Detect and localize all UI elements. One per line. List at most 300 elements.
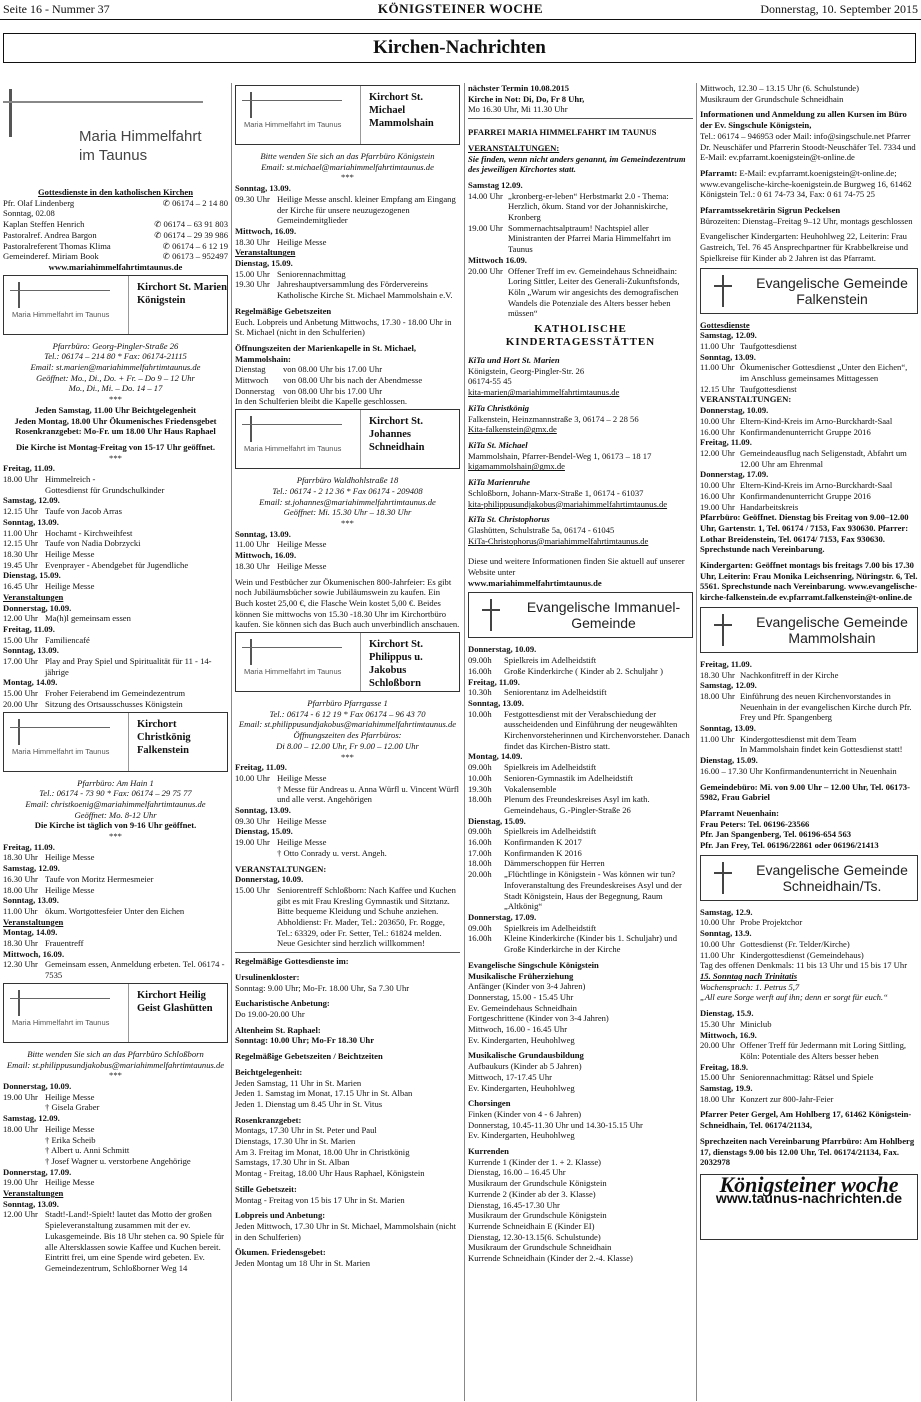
event-description: Taufgottesdienst <box>740 340 797 351</box>
event-description: Heilige Messe anschl. kleiner Empfang am Eingang der Kirche für unsere neuzugezogenen Gemeindemitglieder <box>277 193 456 226</box>
event-row <box>3 874 228 885</box>
event-row <box>3 1145 228 1156</box>
event-list <box>700 1019 918 1030</box>
column-1: Maria Himmelfahrt im Taunus Gottesdienste in den katholischen Kirchen Pfr. Olaf Lindenberg ✆ 06174 – 2 14 80 Sonntag, 02.08 Kaplan Steffen Henrich ✆ 06174 – 63 91 803 Pastoralref. Andrea Bargon ✆ 06174 – 29 39 986 Pastoralreferent Thomas Klima ✆ 06174 – 6 12 19 Gemeinderef. Miriam Book ✆ 06173 – 952497 www.mariahimmelfahrtimtaunus.de Maria Himmelfahrt im Taunus Kirchort St. Marien Königstein Pfarrbüro: Georg-Pingler-Straße 26 Tel.: 06174 – 214 80 * Fax: 06174-21115 Email: st.marien@mariahimmelfahrtimtaunus.de Geöffnet: Mo., Di., Do. + Fr. – Do 9 – 12 Uhr Mo., Di., Mi. – Do. 14 – 17 *** Jeden Samstag, 11.00 Uhr Beichtgelegenheit Jeden Montag, 18.00 Uhr Ökumenisches Friedensgebet Rosenkranzgebet: Mo-Fr. um 18.00 Uhr Haus Raphael Die Kirche ist Montag-Freitag von 15-17 Uhr geöffnet. *** Freitag, 11.09. 18.00 Uhr Himmelreich - Gottesdienst für Grundschulkinder Samstag, 12.09. 12.15 Uhr Taufe von Jacob Arras Sonntag, 13.09. 11.00 Uhr Hochamt - Kirchweihfest 12.15 Uhr Taufe von Nadia Dobrzycki 18.30 Uhr Heilige Messe 19.45 Uhr Evenprayer - Abendgebet für Jugendliche Dienstag, 15.09. 16.45 Uhr Heilige Messe Veranstaltungen Donnerstag, 10.09. 12.00 Uhr Ma(h)l gemeinsam essen Freitag, 11.09. 15.00 Uhr Familiencafé Sonntag, 13.09. 17.00 Uhr Play and Pray Spiel und Spiritualität für 11 - 14-jährige Montag, 14.09. 15.00 Uhr Froher Feierabend im Gemeindezentrum 20.00 Uhr Sitzung des Ortsausschusses Königstein Maria Himmelfahrt im Taunus Kirchort Christkönig Falkenstein Pfarrbüro: Am Hain 1 Tel.: 06174 - 73 90 * Fax: 06174 – 29 75 77 Email: christkoenig@mariahimmelfahrtimtaunus.de Geöffnet: Mo. 8-12 Uhr Die Kirche ist täglich von 9-16 Uhr geöffnet. *** Freitag, 11.09. 18.30 Uhr Heilige Messe Samstag, 12.09. 16.30 Uhr Taufe von Moritz Hermesmeier 18.00 Uhr Heilige Messe Sonntag, 13.09. 11.00 Uhr ökum. Wortgottesfeier Unter den Eichen Veranstaltungen Montag, 14.09. 18.30 Uhr Frauentreff Mittwoch, 16.09. 12.30 Uhr Gemeinsam essen, Anmeldung erbeten. Tel. 06174 - 7535 Maria Himmelfahrt im Taunus Kirchort Heilig Geist Glashütten Bitte wenden Sie sich an das Pfarrbüro Schloßborn Email: st.philippusundjakobus@mariahimmelfahrtimtaunus.de *** Donnerstag, 10.09. 19.00 Uhr Heilige Messe † Gisela Graber Samstag, 12.09. 18.00 Uhr Heilige Messe † Erika Scheib † Albert u. Anni Schmitt † Josef Wagner u. verstorbene Angehörige Donnerstag, 17.09. 19.00 Uhr Heilige Messe Veranstaltungen Sonntag, 13.09. 12.00 Uhr Stadt!-Land!-Spielt! lautet das Motto der großen Spieleveranstaltung zusammen mit der ev. Lukasgemeinde. Bis 18 Uhr stehen ca. 90 Spiele für alle Altersklassen sowie Kaffee und Kuchen bereit. Eintritt frei, um eine Spende wird gebeten. Ev. Gemeindezentrum, Schloßborner Weg 14 <box>3 83 228 1401</box>
event-row <box>235 816 460 827</box>
text-line: Ev. Kindergarten, Heuhohlweg <box>468 1082 575 1093</box>
event-time <box>3 1102 45 1113</box>
mammolshain-logo <box>700 607 918 653</box>
event-list <box>235 885 460 949</box>
event-list <box>3 852 228 863</box>
event-row <box>700 384 918 395</box>
column-divider <box>696 83 697 1401</box>
event-time: 19.00 Uhr <box>700 501 735 512</box>
event-list <box>3 1124 228 1167</box>
event-time: 12.15 Uhr <box>3 506 38 517</box>
event-list <box>468 191 693 255</box>
kirchort-title: Kirchort St. Michael Mammolshain <box>369 92 434 129</box>
kita-detail[interactable]: kigamammolshain@gmx.de <box>468 461 565 472</box>
event-description: Konfirmanden K 2016 <box>504 847 582 858</box>
event-row <box>3 1209 228 1273</box>
event-row <box>700 1094 918 1105</box>
event-description: Offener Treff im ev. Gemeindehaus Schneidhain: Loring Sittler, Leiter des Generali-Zukunftsfonds, Köln „Warum wir angesichts des demografischen Wandels die Potenziale des Alters besser heben müssen“ <box>508 265 680 319</box>
page-header <box>0 0 921 20</box>
event-list <box>700 939 918 960</box>
event-description: Heilige Messe <box>45 1091 95 1102</box>
event-description: † Josef Wagner u. verstorbene Angehörige <box>45 1155 191 1166</box>
event-time: 20.00h <box>468 869 492 880</box>
kita-detail[interactable]: KiTa-Christophorus@mariahimmelfahrtimtaunus.de <box>468 535 649 546</box>
email-link[interactable]: Email: christkoenig@mariahimmelfahrtimtaunus.de <box>25 798 206 809</box>
event-description: Froher Feierabend im Gemeindezentrum <box>45 688 186 699</box>
text-line: Musikraum der Grundschule Königstein <box>468 1178 607 1189</box>
text-lines <box>468 1109 693 1141</box>
event-time: 19.45 Uhr <box>3 559 38 570</box>
event-time: 12.15 Uhr <box>700 383 735 394</box>
event-time <box>3 1156 45 1167</box>
event-list <box>468 923 693 955</box>
event-description: † Albert u. Anni Schmitt <box>45 1145 130 1156</box>
event-list <box>468 826 693 912</box>
event-list <box>3 528 228 571</box>
cross-icon <box>250 639 252 665</box>
event-row <box>3 528 228 539</box>
event-description: Festgottesdienst mit der Verabschiedung der ausscheidenden und Einführung der neugewählten Kirchenvorsteherinnen und Kirchenvorsteher. Danach findet das Kirchen-Bistro statt. <box>504 708 690 751</box>
event-description: Taufe von Jacob Arras <box>45 506 122 517</box>
event-description: Jahreshauptversammlung des Fördervereins Katholische Kirche St. Michael Mammolshain e.V. <box>277 279 453 301</box>
event-description: Konfirmandenunterricht Gruppe 2016 <box>740 426 871 437</box>
event-time: 16.00h <box>468 665 492 676</box>
text-line: Finken (Kinder von 4 - 6 Jahren) <box>468 1108 582 1119</box>
event-row <box>3 938 228 949</box>
event-row <box>700 917 918 928</box>
column-2: Maria Himmelfahrt im Taunus Kirchort St. Michael Mammolshain Bitte wenden Sie sich an das Pfarrbüro Königstein Email: st.michael@mariahimmelfahrtimtaunus.de *** Sonntag, 13.09. 09.30 Uhr Heilige Messe anschl. kleiner Empfang am Eingang der Kirche für unsere neuzugezogenen Gemeindemitglieder Mittwoch, 16.09. 18.30 Uhr Heilige Messe Veranstaltungen Dienstag, 15.09. 15.00 Uhr Seniorennachmittag 19.30 Uhr Jahreshauptversammlung des Fördervereins Katholische Kirche St. Michael Mammolshain e.V. Regelmäßige Gebetszeiten Euch. Lobpreis und Anbetung Mittwochs, 17.30 - 18.00 Uhr in St. Michael (nicht in den Schulferien) Öffnungszeiten der Marienkapelle in St. Michael, Mammolshain: Dienstag von 08.00 Uhr bis 17.00 Uhr Mittwoch von 08.00 Uhr bis nach der Abendmesse Donnerstag von 08.00 Uhr bis 17.00 Uhr In den Schulferien bleibt die Kapelle geschlossen. Maria Himmelfahrt im Taunus Kirchort St. Johannes Schneidhain Pfarrbüro Waldhohlstraße 18 Tel.: 06174 - 2 12 36 * Fax 06174 - 209408 Email: st.johannes@mariahimmelfahrtimtaunus.de Geöffnet: Mi. 15.30 Uhr – 18.30 Uhr *** Sonntag, 13.09. 11.00 Uhr Heilige Messe Mittwoch, 16.09. 18.30 Uhr Heilige Messe Wein und Festbücher zur Ökumenischen 800-Jahrfeier: Es gibt noch Jubiläumsbücher sowie Jubiläumswein zu kaufen. Ein Buch kostet 25,00 €, die Flasche Wein kostet 5,00 €. Beides können Sie mittwochs von 15.30 -18.30 Uhr im Kirchortbüro kaufen. Sie können sich das Buch auch unverbindlich anschauen. Maria Himmelfahrt im Taunus Kirchort St. Philippus u. Jakobus Schloßborn Pfarrbüro Pfarrgasse 1 Tel.: 06174 - 6 12 19 * Fax 06174 – 96 43 70 Email: st.philippusundjakobus@mariahimmelfahrtimtaunus.de Öffnungszeiten des Pfarrbüros: Di 8.00 – 12.00 Uhr, Fr 9.00 – 12.00 Uhr *** Freitag, 11.09. 10.00 Uhr Heilige Messe † Messe für Andreas u. Anna Würfl u. Vincent Würfl und alle verst. Angehörigen Sonntag, 13.09. 09.30 Uhr Heilige Messe Dienstag, 15.09. 19.00 Uhr Heilige Messe † Otto Conrady u. verst. Angeh. VERANSTALTUNGEN: Donnerstag, 10.09. 15.00 Uhr Seniorentreff Schloßborn: Nach Kaffee und Kuchen gibt es mit Frau Kresling Gymnastik und Sitztanz. Bitte bequeme Kleidung und Schuhe anziehen. Abholdienst: Fr. Mader, Tel.: 203650, Fr. Rogge, Tel.: 63329, oder Fr. Setter, Tel.: 61824 melden. Neue Gesichter sind herzlich willkommen! Regelmäßige Gottesdienste im: Ursulinenkloster: Sonntag: 9.00 Uhr; Mo-Fr. 18.00 Uhr, Sa 7.30 Uhr Eucharistische Anbetung: Do 19.00-20.00 Uhr Altenheim St. Raphael: Sonntag: 10.00 Uhr; Mo-Fr 18.30 Uhr Regelmäßige Gebetszeiten / Beichtzeiten Beichtgelegenheit: Jeden Samstag, 11 Uhr in St. Marien Jeden 1. Samstag im Monat, 17.15 Uhr in St. Alban Jeden 1. Dienstag um 8.45 Uhr in St. Vitus Rosenkranzgebet: Montags, 17.30 Uhr in St. Peter und Paul Dienstags, 17.30 Uhr in St. Marien Am 3. Freitag im Monat, 18.00 Uhr in Christkönig Samstags, 17.30 Uhr in St. Alban Montag - Freitag, 18.00 Uhr Haus Raphael, Königstein Stille Gebetszeit: Montag - Freitag von 15 bis 17 Uhr in St. Marien Lobpreis und Anbetung: Jeden Mittwoch, 17.30 Uhr in St. Michael, Mammolshain (nicht in den Schulferien) Ökumen. Friedensgebet: Jeden Montag um 18 Uhr in St. Marien <box>235 83 460 1401</box>
event-list <box>3 613 228 624</box>
event-time: 15.00 Uhr <box>3 634 38 645</box>
event-description: Taufgottesdienst <box>740 383 797 394</box>
event-description: Heilige Messe <box>277 236 327 247</box>
event-time: 12.00 Uhr <box>3 613 38 624</box>
event-description: Frauentreff <box>45 938 84 949</box>
event-description: Konzert zur 800-Jahr-Feier <box>740 1093 834 1104</box>
event-description: Kindergottesdienst (Gemeindehaus) <box>740 949 864 960</box>
event-list <box>3 1092 228 1113</box>
event-description: Gottesdienst (Fr. Telder/Kirche) <box>740 938 850 949</box>
event-description: Gottesdienst für Grundschulkinder <box>45 484 165 495</box>
event-time <box>235 784 277 805</box>
event-row <box>468 784 693 795</box>
event-row <box>700 939 918 950</box>
event-time: 16.00 Uhr <box>700 426 735 437</box>
event-row <box>468 858 693 869</box>
event-description: „kronberg-er-leben“ Herbstmarkt 2.0 - Thema: Herzlich, ökum. Stand vor der Johanniskirche, Kronberg <box>508 190 669 223</box>
kita-name: KiTa Marienruhe <box>468 477 531 488</box>
event-time: 18.30 Uhr <box>3 852 38 863</box>
event-list <box>700 480 918 512</box>
event-time: 11.00 Uhr <box>700 733 735 744</box>
column-divider <box>231 83 232 1401</box>
event-description: † Messe für Andreas u. Anna Würfl u. Vincent Würfl und alle verst. Angehörigen <box>277 783 460 805</box>
event-row <box>700 1019 918 1030</box>
kita-name: KiTa St. Michael <box>468 439 528 450</box>
event-list <box>235 773 460 805</box>
event-description: Heilige Messe <box>277 837 327 848</box>
cross-icon <box>18 282 20 308</box>
text-lines <box>468 1061 693 1093</box>
event-list <box>3 688 228 709</box>
section-heading: KATHOLISCHE KINDERTAGESSTÄTTEN <box>505 323 656 349</box>
kirchort-logo: Maria Himmelfahrt im Taunus Kirchort St. Johannes Schneidhain <box>235 409 460 469</box>
event-description: Gemeindeausflug nach Seligenstadt, Abfahrt um 12.00 Uhr am Ehrenmal <box>740 447 907 469</box>
event-row <box>3 959 228 980</box>
text-line: Fortgeschrittene (Kinder von 3-4 Jahren) <box>468 1013 609 1024</box>
text-line: Pfr. Jan Frey, Tel. 06196/22861 oder 06196/21413 <box>700 840 879 851</box>
text-line: Dienstag, 12.30-13.15(6. Schulstunde) <box>468 1231 601 1242</box>
event-description: Offener Treff für Jedermann mit Loring Sittling, Köln: Potentiale des Alters besser heben <box>740 1040 907 1061</box>
event-description: von 08.00 Uhr bis nach der Abendmesse <box>283 375 423 386</box>
event-time: 10.00 Uhr <box>700 938 735 949</box>
event-row <box>3 699 228 710</box>
event-row <box>3 581 228 592</box>
text-line: Frau Peters: Tel. 06196-23566 <box>700 818 810 829</box>
event-row <box>468 687 693 698</box>
event-time <box>700 744 740 755</box>
text-line: Kurrende 1 (Kinder der 1. + 2. Klasse) <box>468 1156 601 1167</box>
event-row <box>468 655 693 666</box>
event-row <box>235 237 460 248</box>
event-time: 09.00h <box>468 762 492 773</box>
event-row <box>700 416 918 427</box>
text-line: Dienstags, 17.30 Uhr in St. Marien <box>235 1136 356 1147</box>
event-description: Seniorentanz im Adelheidstift <box>504 687 607 698</box>
event-time: 10.00 Uhr <box>700 917 735 928</box>
event-time: 20.00 Uhr <box>700 1040 735 1051</box>
contact-list <box>3 198 228 262</box>
event-time: 18.00 Uhr <box>3 884 38 895</box>
event-description: Probe Projektchor <box>740 917 803 928</box>
event-time: 19.30h <box>468 783 492 794</box>
event-time: 15.00 Uhr <box>3 688 38 699</box>
event-list <box>468 709 693 752</box>
heading: Gottesdienste in den katholischen Kirchen <box>37 187 194 197</box>
event-row <box>235 837 460 848</box>
event-row <box>3 852 228 863</box>
kirchort-title: Kirchort St. Marien Königstein <box>137 281 227 306</box>
event-list <box>3 635 228 646</box>
kita-detail[interactable]: Kita-falkenstein@gmx.de <box>468 424 557 435</box>
kita-list <box>468 355 693 551</box>
event-time: 19.00 Uhr <box>3 1091 38 1102</box>
event-time: 15.00 Uhr <box>700 1072 735 1083</box>
event-time: 09.30 Uhr <box>235 815 270 826</box>
event-description: „Flüchtlinge in Königstein - Was können wir tun? Infoveranstaltung des Freundeskreises Asyl und der Stadt Königstein, Haus der Begegnung, Raum „Altkönig“ <box>504 869 682 912</box>
event-row <box>468 869 693 912</box>
kita-detail[interactable]: kita-philippusundjakobus@mariahimmelfahrtimtaunus.de <box>468 498 668 509</box>
event-row <box>468 709 693 752</box>
event-time <box>3 485 45 496</box>
event-list <box>3 474 228 495</box>
cross-icon <box>250 416 252 442</box>
kirchort-logo: Maria Himmelfahrt im Taunus Kirchort Christkönig Falkenstein <box>3 712 228 772</box>
event-row <box>700 502 918 513</box>
event-time: 20.00 Uhr <box>468 265 503 276</box>
event-list <box>700 670 918 681</box>
event-row <box>700 448 918 469</box>
event-list <box>3 506 228 517</box>
email-link[interactable]: Email: st.philippusundjakobus@mariahimmelfahrtimtaunus.de <box>238 719 457 730</box>
event-time: 18.30 Uhr <box>3 938 38 949</box>
event-row <box>468 933 693 954</box>
kita-name: KiTa St. Christophorus <box>468 514 550 525</box>
kirchort-title: Kirchort St. Philippus u. Jakobus Schloßborn <box>369 639 424 690</box>
email-link[interactable]: Email: st.marien@mariahimmelfahrtimtaunus.de <box>30 362 201 373</box>
event-description: Spielkreis im Adelheidstift <box>504 922 597 933</box>
event-list <box>235 816 460 827</box>
event-time: Dienstag <box>235 364 266 375</box>
event-description: In Mammolshain findet kein Gottesdienst statt! <box>740 744 903 755</box>
event-time <box>235 848 277 859</box>
text-line: Ev. Gemeindehaus Schneidhain <box>468 1002 577 1013</box>
event-time: 15.00 Uhr <box>235 268 270 279</box>
event-description: Sommernachtsalptraum! Nachtspiel aller Ministranten der Pfarrei Maria Himmelfahrt im Taunus <box>508 222 671 255</box>
contact-row: Kaplan Steffen Henrich ✆ 06174 – 63 91 803 <box>3 219 228 230</box>
event-time: 18.30 Uhr <box>3 548 38 559</box>
church-icon <box>477 597 507 633</box>
event-row <box>3 1092 228 1103</box>
event-description: Ma(h)l gemeinsam essen <box>45 613 131 624</box>
kirchort-logo: Maria Himmelfahrt im Taunus Kirchort Heilig Geist Glashütten <box>3 983 228 1043</box>
event-description: Handarbeitskreis <box>740 501 799 512</box>
event-row <box>3 485 228 496</box>
event-description: Eltern-Kind-Kreis im Arno-Burckhardt-Saal <box>740 480 893 491</box>
text-line: Jeden 1. Dienstag um 8.45 Uhr in St. Vitus <box>235 1098 383 1109</box>
event-description: † Otto Conrady u. verst. Angeh. <box>277 847 387 858</box>
event-description: Miniclub <box>740 1018 772 1029</box>
event-time: 09.00h <box>468 826 492 837</box>
congregation-title: Evangelische Gemeinde Falkenstein <box>756 274 908 307</box>
text-line: Dienstag, 16.45-17.30 Uhr <box>468 1199 560 1210</box>
contact-row: Pastoralref. Andrea Bargon ✆ 06174 – 29 39 986 <box>3 229 228 240</box>
event-row <box>3 906 228 917</box>
church-icon <box>709 273 739 309</box>
text-line: Jeden 1. Samstag im Monat, 17.15 Uhr in St. Alban <box>235 1088 413 1099</box>
section-banner: Kirchen-Nachrichten <box>3 33 916 63</box>
event-time: 18.00 Uhr <box>700 690 735 701</box>
kita-detail[interactable]: kita-marien@mariahimmelfahrtimtaunus.de <box>468 387 620 398</box>
email-link[interactable]: Email: st.philippusundjakobus@mariahimmelfahrtimtaunus.de <box>6 1059 225 1070</box>
event-list <box>468 762 693 816</box>
cross-icon <box>9 89 12 137</box>
event-description: Himmelreich - <box>45 474 96 485</box>
kita-name: KiTa Christkönig <box>468 402 530 413</box>
text-line: Jeden Samstag, 11 Uhr in St. Marien <box>235 1077 362 1088</box>
event-description: Kindergottesdienst mit dem Team <box>740 733 857 744</box>
event-time: 17.00h <box>468 847 492 858</box>
event-description: Heilige Messe <box>45 1123 95 1134</box>
text-line: Donnerstag, 15.00 - 15.45 Uhr <box>468 991 574 1002</box>
text-line: Donnerstag, 10.45-11.30 Uhr und 14.30-15.15 Uhr <box>468 1119 643 1130</box>
congregation-title: Evangelische Immanuel-Gemeinde <box>526 599 681 632</box>
event-time: 11.00 Uhr <box>700 340 735 351</box>
event-time: 19.00 Uhr <box>235 837 270 848</box>
website-link[interactable]: www.mariahimmelfahrtimtaunus.de <box>468 577 602 588</box>
event-description: Heilige Messe <box>277 539 327 550</box>
event-time: 11.00 Uhr <box>3 527 38 538</box>
event-time: 16.45 Uhr <box>3 581 38 592</box>
event-row <box>468 773 693 784</box>
event-list <box>700 1040 918 1061</box>
event-time: 16.30 Uhr <box>3 873 38 884</box>
event-row <box>700 950 918 961</box>
event-row <box>468 223 693 255</box>
event-description: Eltern-Kind-Kreis im Arno-Burckhardt-Saal <box>740 415 893 426</box>
event-list <box>700 734 918 755</box>
event-list <box>3 906 228 917</box>
contact-row: Sonntag, 02.08 <box>3 208 55 219</box>
event-row <box>3 474 228 485</box>
event-description: Taufe von Nadia Dobrzycki <box>45 538 141 549</box>
event-time: 18.30 Uhr <box>235 236 270 247</box>
event-time: 19.00 Uhr <box>468 222 503 233</box>
event-time: Mittwoch <box>235 375 269 386</box>
contact-row: Pastoralreferent Thomas Klima ✆ 06174 – 6 12 19 <box>3 240 228 251</box>
event-description: Seniorennachmittag: Rätsel und Spiele <box>740 1072 874 1083</box>
event-description: Spielkreis im Adelheidstift <box>504 762 597 773</box>
event-description: Plenum des Freundeskreises Asyl im kath. Gemeindehaus, G.-Pingler-Straße 26 <box>504 794 650 815</box>
text-line: Ev. Kindergarten, Heuhohlweg <box>468 1034 575 1045</box>
event-list <box>3 1177 228 1188</box>
text-lines <box>468 1157 693 1264</box>
event-description: Taufe von Moritz Hermesmeier <box>45 873 154 884</box>
event-time: 10.00 Uhr <box>700 480 735 491</box>
event-list <box>3 656 228 677</box>
event-description: Sitzung des Ortsausschusses Königstein <box>45 698 183 709</box>
event-row <box>3 656 228 677</box>
kirchort-logo: Maria Himmelfahrt im Taunus Kirchort St. Michael Mammolshain <box>235 85 460 145</box>
schneidhain-logo <box>700 855 918 901</box>
event-row <box>3 613 228 624</box>
event-row <box>468 666 693 677</box>
event-description: Einführung des neuen Kirchenvorstandes in Neuenhain in der evangelischen Kirche durch Pfr. Frey und Pfr. Spangenberg <box>740 690 912 723</box>
text-line: Dienstag, 16.00 – 16.45 Uhr <box>468 1167 566 1178</box>
event-row <box>468 923 693 934</box>
event-description: Konfirmanden K 2017 <box>504 837 582 848</box>
text-line: Pfarramt Neuenhain: <box>700 807 780 818</box>
event-description: Vokalensemble <box>504 783 557 794</box>
email-link[interactable]: Email: st.michael@mariahimmelfahrtimtaunus.de <box>261 161 434 172</box>
event-list <box>3 959 228 980</box>
event-row <box>3 688 228 699</box>
event-time: 10.30h <box>468 687 492 698</box>
event-description: Evenprayer - Abendgebet für Jugendliche <box>45 559 189 570</box>
event-row <box>700 670 918 681</box>
event-time: 18.00 Uhr <box>3 474 38 485</box>
event-description: Heilige Messe <box>45 884 95 895</box>
event-row <box>3 1135 228 1146</box>
website-link[interactable]: www.taunus-nachrichten.de <box>715 1189 903 1206</box>
parish-logo <box>3 83 228 183</box>
event-description: Heilige Messe <box>45 1177 95 1188</box>
event-description: Dämmerschoppen für Herren <box>504 858 605 869</box>
event-list <box>235 364 460 396</box>
event-list <box>700 691 918 723</box>
event-description: Senioren-Gymnastik im Adelheidstift <box>504 772 633 783</box>
event-time: Donnerstag <box>235 385 275 396</box>
text-lines <box>700 808 918 851</box>
event-description: Gemeinsam essen, Anmeldung erbeten. Tel. 06174 - 7535 <box>45 959 225 981</box>
event-time: 11.00 Uhr <box>235 539 270 550</box>
event-description: ökum. Wortgottesfeier Unter den Eichen <box>45 905 185 916</box>
event-row <box>468 826 693 837</box>
email-link[interactable]: Email: st.johannes@mariahimmelfahrtimtaunus.de <box>259 496 436 507</box>
event-row <box>235 773 460 784</box>
text-line: Ev. Kindergarten, Heuhohlweg <box>468 1130 575 1141</box>
event-time: 17.00 Uhr <box>3 656 38 667</box>
event-list <box>235 237 460 248</box>
congregation-title: Evangelische Gemeinde Mammolshain <box>756 613 908 646</box>
immanuel-logo <box>468 592 693 638</box>
event-list <box>468 266 693 320</box>
event-list <box>235 269 460 301</box>
event-row <box>235 848 460 859</box>
kita-name: KiTa und Hort St. Marien <box>468 355 560 366</box>
event-row <box>700 341 918 352</box>
event-row <box>468 794 693 815</box>
parish-logo-text: Maria Himmelfahrt im Taunus <box>79 128 202 164</box>
event-row <box>700 1072 918 1083</box>
event-time: 10.00 Uhr <box>235 772 270 783</box>
text-line: Aufbaukurs (Kinder ab 5 Jahren) <box>468 1061 582 1072</box>
event-list <box>700 416 918 437</box>
text-lines <box>235 1078 460 1110</box>
event-description: Seniorentreff Schloßborn: Nach Kaffee und Kuchen gibt es mit Frau Kresling Gymnastik und Sitztanz. Bitte bequeme Kleidung und Schuhe anziehen. Abholdienst: Fr. Mader, Tel.: 203650, Fr. Rogge, Tel.: 63329, oder Fr. Setter, Tel.: 61824 melden. Neue Gesichter sind herzlich willkommen! <box>277 884 456 949</box>
kirchort-logo: Maria Himmelfahrt im Taunus Kirchort St. Marien Königstein <box>3 275 228 335</box>
event-time: 12.00 Uhr <box>700 447 735 458</box>
text-line: Musikraum der Grundschule Schneidhain <box>468 1242 612 1253</box>
event-row <box>235 269 460 280</box>
event-row <box>3 885 228 896</box>
text-lines <box>468 981 693 1045</box>
event-row <box>3 1124 228 1135</box>
event-list <box>235 561 460 572</box>
newspaper-title: KÖNIGSTEINER WOCHE <box>377 1 544 16</box>
church-icon <box>709 860 739 896</box>
event-time: 12.30 Uhr <box>3 959 38 970</box>
event-row <box>3 1156 228 1167</box>
event-row <box>3 506 228 517</box>
event-row <box>468 191 693 223</box>
kita-detail: 06174-55 45 <box>468 376 512 387</box>
event-description: † Erika Scheib <box>45 1134 96 1145</box>
event-row <box>700 427 918 438</box>
event-time: 18.30 Uhr <box>235 560 270 571</box>
cross-icon <box>18 990 20 1016</box>
cross-icon <box>18 719 20 745</box>
event-time: 11.00 Uhr <box>3 905 38 916</box>
website-link[interactable]: www.mariahimmelfahrtimtaunus.de <box>48 261 183 272</box>
column-4: Mittwoch, 12.30 – 13.15 Uhr (6. Schulstunde) Musikraum der Grundschule Schneidhain Informationen und Anmeldung zu allen Kursen im Büro der Ev. Singschule Königstein, Tel.: 06174 – 946953 oder Mail: info@singschule.net Pfarrer Dr. Neuschäfer und Pfarrerin Stoodt-Neuschäfer Tel. 7334 und E-Mail: ev.pfarramt.koenigstein@t-online.de Pfarramt: E-Mail: ev.pfarramt.koenigstein@t-online.de; www.evangelische-kirche-koenigstein.de Burgweg 16, 61462 Königstein Tel.: 0 61 74-73 34, Fax: 0 61 74-75 25 Pfarramtssekretärin Sigrun Peckelsen Bürozeiten: Dienstag–Freitag 9–12 Uhr, montags geschlossen Evangelischer Kindergarten: Heuhohlweg 22, Leiterin: Frau Gastreich, Tel. 76 45 Ansprechpartner für Krabbelkreise und Spielkreise für Kinder ab 2 Jahren ist das Pfarramt. Evangelische Gemeinde Falkenstein Gottesdienste Samstag, 12.09. 11.00 Uhr Taufgottesdienst Sonntag, 13.09. 11.00 Uhr Ökumenischer Gottesdienst „Unter den Eichen“, im Anschluss gemeinsames Mittagessen 12.15 Uhr Taufgottesdienst VERANSTALTUNGEN: Donnerstag, 10.09. 10.00 Uhr Eltern-Kind-Kreis im Arno-Burckhardt-Saal 16.00 Uhr Konfirmandenunterricht Gruppe 2016 Freitag, 11.09. 12.00 Uhr Gemeindeausflug nach Seligenstadt, Abfahrt um 12.00 Uhr am Ehrenmal Donnerstag, 17.09. 10.00 Uhr Eltern-Kind-Kreis im Arno-Burckhardt-Saal 16.00 Uhr Konfirmandenunterricht Gruppe 2016 19.00 Uhr Handarbeitskreis Pfarrbüro: Geöffnet. Dienstag bis Freitag von 9.00–12.00 Uhr, Gartenstr. 1, Tel. 06174 / 7153, Fax 930630. Pfarrer: Lothar Breidenstein, Tel. 06174/ 7153, Fax 930630. Sprechstunde nach Vereinbarung. Kindergarten: Geöffnet montags bis freitags 7.00 bis 17.30 Uhr, Leiterin: Frau Monika Leichsenring, Nüringstr. 6, Tel. 5561. Sprechstunde nach Vereinbarung. www.evangelische-kirche-falkenstein.de ev.pfarramt.falkenstein@t-online.de Evangelische Gemeinde Mammolshain Freitag, 11.09. 18.30 Uhr Nachkonfitreff in der Kirche Samstag, 12.09. 18.00 Uhr Einführung des neuen Kirchenvorstandes in Neuenhain in der evangelischen Kirche durch Pfr. Frey und Pfr. Spangenberg Sonntag, 13.09. 11.00 Uhr Kindergottesdienst mit dem Team In Mammolshain findet kein Gottesdienst statt! Dienstag, 15.09. 16.00 – 17.30 Uhr Konfirmandenunterricht in Neuenhain Gemeindebüro: Mi. von 9.00 Uhr – 12.00 Uhr, Tel. 06173-5982, Frau Gabriel Pfarramt Neuenhain: Frau Peters: Tel. 06196-23566 Pfr. Jan Spangenberg, Tel. 06196-654 563 Pfr. Jan Frey, Tel. 06196/22861 oder 06196/21413 Evangelische Gemeinde Schneidhain/Ts. Samstag, 12.9. 10.00 Uhr Probe Projektchor Sonntag, 13.9. 10.00 Uhr Gottesdienst (Fr. Telder/Kirche) 11.00 Uhr Kindergottesdienst (Gemeindehaus) Tag des offenen Denkmals: 11 bis 13 Uhr und 15 bis 17 Uhr 15. Sonntag nach Trinitatis Wochenspruch: 1. Petrus 5,7 „All eure Sorge werft auf ihn; denn er sorgt für euch.“ Dienstag, 15.9. 15.30 Uhr Miniclub Mittwoch, 16.9. 20.00 Uhr Offener Treff für Jedermann mit Loring Sittling, Köln: Potentiale des Alters besser heben Freitag, 18.9. 15.00 Uhr Seniorennachmittag: Rätsel und Spiele Samstag, 19.9. 18.00 Uhr Konzert zur 800-Jahr-Feier Pfarrer Peter Gergel, Am Hohlberg 17, 61462 Königstein-Schneidhain, Tel. 06174/21134, Sprechzeiten nach Vereinbarung Pfarrbüro: Am Hohlberg 17, dienstags 9.00 bis 12.00 Uhr, Tel. 06174/21134, Fax. 2032978 Königsteiner woche www.taunus-nachrichten.de <box>700 83 918 1401</box>
kita-detail: Falkenstein, Heinzmannstraße 3, 06174 – 2 28 56 <box>468 413 639 424</box>
event-time: 10.00h <box>468 708 492 719</box>
event-description: Heilige Messe <box>45 852 95 863</box>
event-description: Play and Pray Spiel und Spiritualität für 11 - 14-jährige <box>45 656 212 677</box>
text-line: Musikraum der Grundschule Königstein <box>468 1210 607 1221</box>
event-row <box>3 549 228 560</box>
event-list <box>3 874 228 895</box>
event-row <box>235 539 460 550</box>
event-row <box>468 266 693 320</box>
event-time: 09.00h <box>468 655 492 666</box>
